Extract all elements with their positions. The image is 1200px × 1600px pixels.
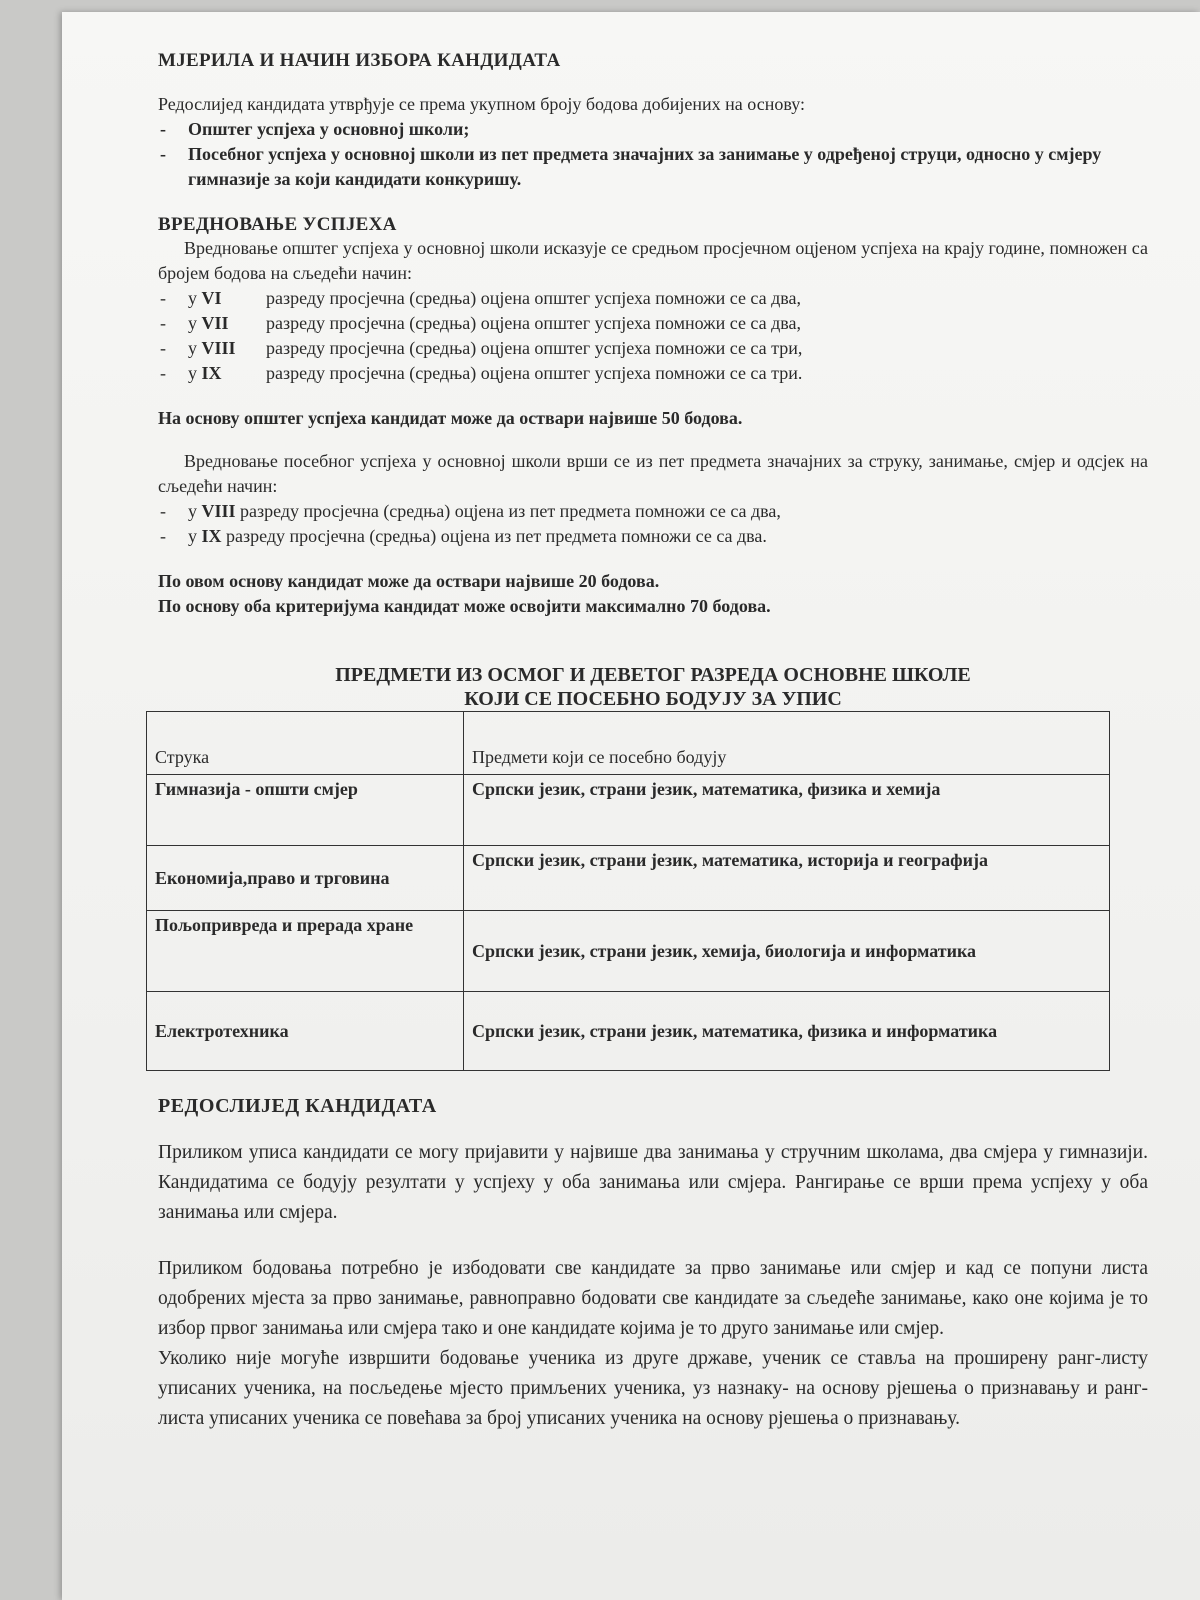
table-row (147, 775, 1110, 846)
grade-item: - у VII разреду просјечна (средња) оцјена општег успјеха помножи се са два, (158, 311, 1148, 336)
max-total-points: По основу оба критеријума кандидат може освојити максимално 70 бодова. (158, 596, 771, 616)
special-grade-item: - у IX разреду просјечна (средња) оцјена из пет предмета помножи се са два. (158, 524, 1148, 549)
grade-item: - у VIII разреду просјечна (средња) оцјена општег успјеха помножи се са три, (158, 336, 1148, 361)
ranking-paragraph-1: Приликом уписа кандидати се могу пријавити у највише два занимања у стручним школама, два смјера у гимназији. Кандидатима се бодују резултати у успјеху у оба занимања или смјера. Рангирање се врши према успјеху у оба занимања или смјера. (158, 1142, 1148, 1223)
grade-item: - у VI разреду просјечна (средња) оцјена општег успјеха помножи се са два, (158, 286, 1148, 311)
table-cell-subjects: Српски језик, страни језик, математика, физика и информатика (464, 992, 1110, 1071)
grade-item: - у IX разреду просјечна (средња) оцјена општег успјеха помножи се са три. (158, 361, 1148, 386)
table-cell-field: Економија,право и трговина (147, 846, 464, 911)
table-cell-field: Пољопривреда и прерада хране (147, 911, 464, 992)
ranking-paragraph-3: Уколико није могуће извршити бодовање ученика из друге државе, ученик се ставља на проширену ранг-листу уписаних ученика, на посљедење мјесто примљених ученика, уз назнаку- на основу рјешења о признавању и ранг- листа уписаних ученика се повећава за број уписаних ученика на основу рјешења о признавању. (158, 1348, 1148, 1429)
table-subtitle: КОЈИ СЕ ПОСЕБНО БОДУЈУ ЗА УПИС (464, 688, 842, 710)
table-cell-subjects: Српски језик, страни језик, математика, физика и хемија (464, 775, 1110, 846)
table-title: ПРЕДМЕТИ ИЗ ОСМОГ И ДЕВЕТОГ РАЗРЕДА ОСНОВНЕ ШКОЛЕ (335, 664, 971, 686)
section-title-evaluation: ВРЕДНОВАЊЕ УСПЈЕХА (158, 214, 397, 235)
document-page (62, 12, 1200, 1600)
evaluation-intro: Вредновање општег успјеха у основној школи исказује се средњом просјечном оцјеном успјеха на крају године, помножен са бројем бодова на сљедећи начин: (158, 238, 1148, 283)
special-grade-item: - у VIII разреду просјечна (средња) оцјена из пет предмета помножи се са два, (158, 499, 1148, 524)
table-row (147, 846, 1110, 911)
document-content (155, 42, 1148, 1434)
table-row (147, 992, 1110, 1071)
section-title-ranking: РЕДОСЛИЈЕД КАНДИДАТА (158, 1095, 437, 1117)
table-header-subjects: Предмети који се посебно бодују (464, 712, 1110, 775)
ranking-paragraph-2: Приликом бодовања потребно је избодовати све кандидате за прво занимање или смјер и кад се попуни листа одобрених мјеста за прво занимање, равноправно бодовати све кандидате за сљедеће занимање, како оне којима је то избор првог занимања или смјера тако и оне кандидате којима је то друго занимање или смјер. (158, 1258, 1148, 1339)
section-title-criteria: МЈЕРИЛА И НАЧИН ИЗБОРА КАНДИДАТА (158, 50, 561, 71)
subjects-table (146, 711, 1110, 1071)
table-cell-subjects: Српски језик, страни језик, математика, историја и географија (464, 846, 1110, 911)
table-row (147, 911, 1110, 992)
table-header-field: Струка (147, 712, 464, 775)
criteria-intro: Редослијед кандидата утврђује се према укупном броју бодова добијених на основу: (158, 94, 805, 114)
table-cell-subjects: Српски језик, страни језик, хемија, биологија и информатика (464, 911, 1110, 992)
criteria-item: - Општег успјеха у основној школи; (158, 117, 1148, 142)
criteria-item: - Посебног успјеха у основној школи из пет предмета значајних за занимање у одређеној струци, односно у смјеру гимназије за који кандидати конкуришу. (158, 142, 1148, 192)
max-special-points: По овом основу кандидат може да оствари највише 20 бодова. (158, 571, 660, 591)
table-header-row (147, 712, 1110, 775)
max-general-points: На основу општег успјеха кандидат може да оствари највише 50 бодова. (158, 408, 743, 428)
special-evaluation-intro: Вредновање посебног успјеха у основној школи врши се из пет предмета значајних за струку, занимање, смјер и одсјек на сљедећи начин: (158, 451, 1148, 496)
table-cell-field: Гимназија - општи смјер (147, 775, 464, 846)
table-cell-field: Електротехника (147, 992, 464, 1071)
